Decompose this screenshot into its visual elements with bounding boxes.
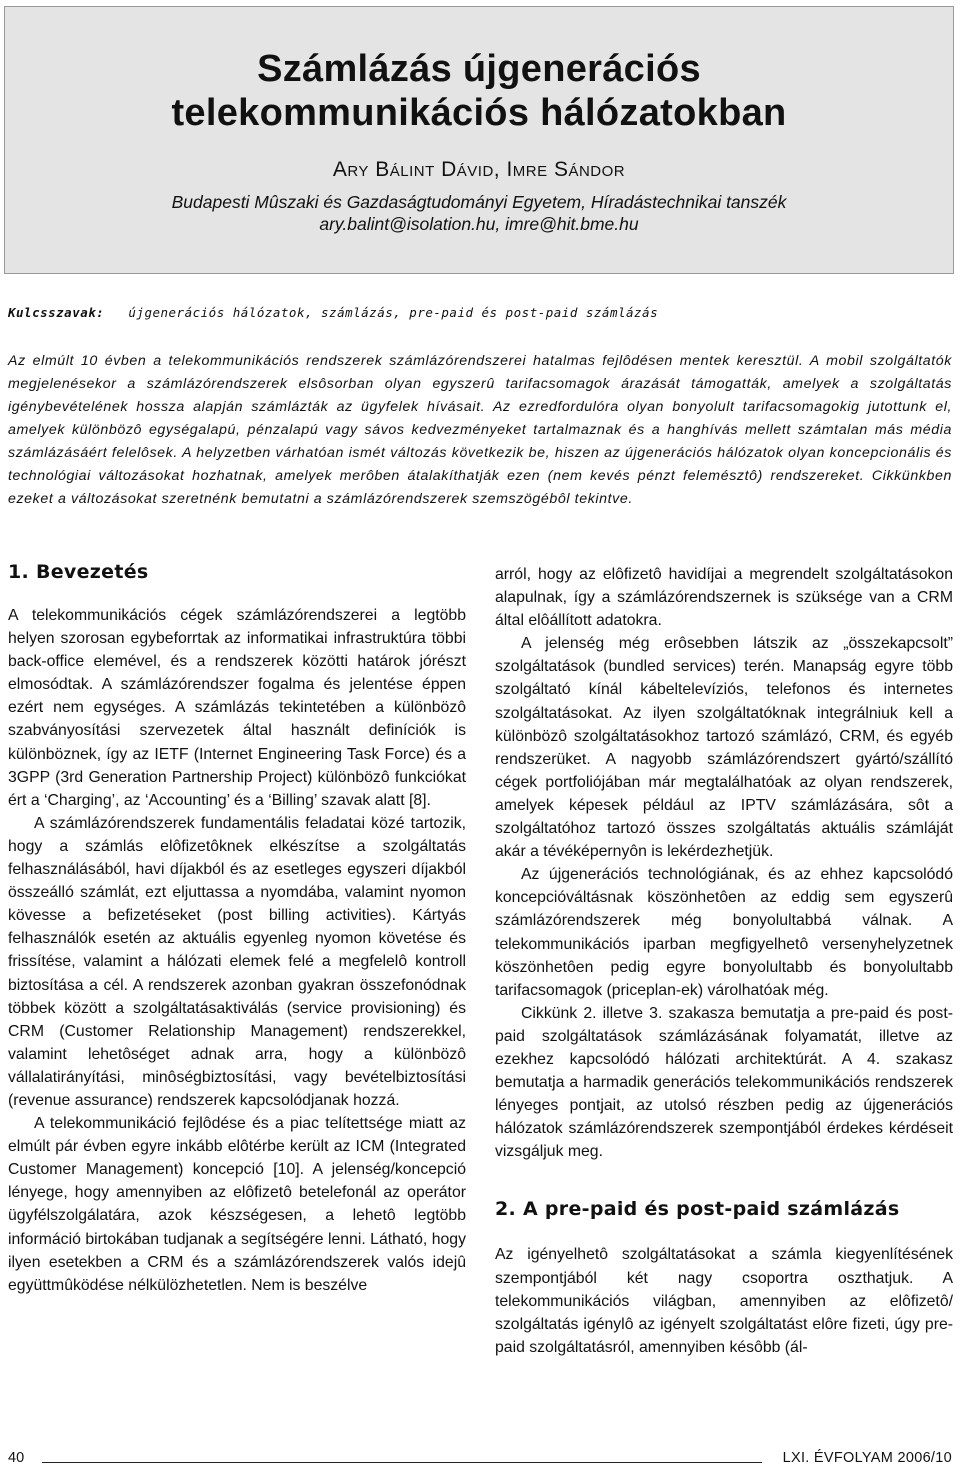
left-column: [8, 560, 466, 1297]
keywords-label: Kulcsszavak:: [8, 305, 105, 320]
paragraph: A telekommunikáció fejlôdése és a piac telítettsége miatt az elmúlt pár évben egyre inkább elôtérbe került az ICM (Integrated Customer Management) koncepció [10]. A jelenség/koncepció lényege, hogy amennyiben az elôfizetô betelefonál az operátor ügyfélszolgálatára, azok készségesen, a lehetô legtöbb információ birtokában tudjanak a segítségére lenni. Látható, hogy ilyen esetekben a CRM és a számlázórendszerek valós idejû együttmûködése nélkülözhetetlen. Nem is beszélve: [8, 1115, 466, 1294]
section-1-title: 1. Bevezetés: [8, 561, 149, 583]
paragraph: Az igényelhetô szolgáltatásokat a számla kiegyenlítésének szempontjából két nagy csoportra oszthatjuk. A telekommunikációs világban, amennyiben az elôfizetô/ szolgáltatás igénylô az igényelt szolgáltatást elôre fizeti, úgy pre-paid szolgáltatásról, amennyiben késôbb (ál-: [495, 1246, 953, 1356]
paper-title-line-2: telekommunikációs hálózatokban: [171, 92, 787, 134]
authors: Ary Bálint Dávid, Imre Sándor: [332, 158, 626, 181]
right-column: [495, 563, 953, 1359]
paragraph: A telekommunikációs cégek számlázórendszerei a legtöbb helyen szorosan egybeforrtak az informatikai infrastruktúra többi back-office elemével, és a rendszerek közötti határok jórészt elmosódtak. A számlázórendszer fogalma és jelentése éppen ezért nem egységes. A számlázás tekintetében a különbözô szabványosítási szervezetek által használt definíciók is különböznek, így az IETF (Internet Engineering Task Force) és a 3GPP (3rd Generation Partnership Project) különbözô funkciókat ért a ‘Charging’, az ‘Accounting’ és a ‘Billing’ szavak alatt [8].: [8, 607, 466, 809]
paragraph: A jelenség még erôsebben látszik az „összekapcsolt” szolgáltatások (bundled services) terén. Manapság egyre több szolgáltató kínál kábeltelevíziós, telefonos és internetes szolgáltatásokat. Az ilyen szolgáltatóknak integrálniuk kell a különbözô szolgáltatásokhoz tartozó számlázó, CRM, és egyéb rendszerüket. A nagyobb számlázórendszert gyártó/szállító cégek portfoliójában már megtalálhatóak az olyan rendszerek, amelyek képesek például az IPTV számlázására, sôt a szolgáltatóhoz tartozó összes szolgáltatás aktuális számláját akár a tévéképernyôn is lekérdezhetjük.: [495, 635, 953, 861]
keywords-text: újgenerációs hálózatok, számlázás, pre-paid és post-paid számlázás: [128, 305, 659, 320]
paragraph-continuation: arról, hogy az elôfizetô havidíjai a megrendelt szolgáltatásokon alapulnak, így a számlázórendszernek is szüksége van a CRM által elôállított adatokra.: [495, 566, 953, 630]
paragraph: Az újgenerációs technológiának, és az ehhez kapcsolódó koncepcióváltásnak köszönhetôen az eddig sem egyszerû számlázórendszerek még bonyolultabbá válnak. A telekommunikációs iparban megfigyelhetô versenyhelyzetnek köszönhetôen pedig egyre bonyolultabb és bonyolultabb tarifacsomagok (priceplan-ek) várolhatóak még.: [495, 866, 953, 999]
section-2-title: 2. A pre-paid és post-paid számlázás: [495, 1198, 900, 1221]
keywords: [8, 305, 952, 320]
journal-issue: LXI. ÉVFOLYAM 2006/10: [782, 1450, 952, 1466]
affiliation: Budapesti Mûszaki és Gazdaságtudományi Egyetem, Híradástechnikai tanszék: [171, 192, 787, 212]
author-emails: ary.balint@isolation.hu, imre@hit.bme.hu: [319, 214, 639, 234]
footer-rule: [42, 1462, 762, 1463]
page-footer: [8, 1446, 952, 1470]
paragraph: A számlázórendszerek fundamentális feladatai közé tartozik, hogy a számlás elôfizetôknek elkészítse a szolgáltatás felhasználásából, havi díjakból és az esetleges egyszeri díjakból összeálló számlát, ezt eljuttassa a nyomdába, valamint nyomon kövesse a befizetéseket (post billing activities). Kártyás felhasználók esetén az aktuális egyenleg nyomon követése és frissítése, valamint a hálózati elemek felé a megfelelô kontroll biztosítása a cél. A rendszerek azonban gyakran összefonódnak többek között a szolgáltatásaktiválás (service provisioning) és CRM (Customer Relationship Management) rendszerekkel, valamint lehetôséget adnak arra, hogy a különbözô vállalatirányítási, minôségbiztosítási, vagy bevételbiztosítási (revenue assurance) rendszerek kapcsolódjanak hozzá.: [8, 814, 466, 1109]
paper-title: [5, 47, 953, 135]
abstract: Az elmúlt 10 évben a telekommunikációs rendszerek számlázórendszerei hatalmas fejlôdésen mentek keresztül. A mobil szolgáltatók megjelenésekor a számlázórendszerek elsôsorban olyan egyszerû tarifacsomagok árazását támogatták, amelyek a szolgáltatás igénybevételének hossza alapján számlázták az ügyfelek hívásait. Az ezredfordulóra olyan bonyolult tarifacsomagokig jutottunk el, amelyek különbözô egységalapú, pénzalapú vagy sávos kedvezményeket tartalmaznak és a hanghívás mellett számtalan más média számlázásáért felelôsek. A helyzetben várhatóan ismét változás következik be, hiszen az újgenerációs hálózatok olyan koncepcionális és technológiai változásokat hozhatnak, amelyek merôben átalakíthatják ezen (nem kevés pénzt felemésztô) rendszereket. Cikkünkben ezeket a változásokat szeretnénk bemutatni a számlázórendszerek szemszögébôl tekintve.: [8, 353, 952, 507]
title-block: [4, 6, 954, 274]
paragraph: Cikkünk 2. illetve 3. szakasza bemutatja a pre-paid és post-paid szolgáltatások számlázásának folyamatát, illetve az ezekhez kapcsolódó hálózati architektúrát. A 4. szakasz bemutatja a harmadik generációs telekommunikációs rendszerek lényeges pontjait, az utolsó részben pedig az újgenerációs hálózatok számlázórendszerek szempontjából érdekes kérdéseit vizsgáljuk meg.: [495, 1004, 953, 1161]
paper-title-line-1: Számlázás újgenerációs: [257, 48, 701, 90]
page-number: 40: [8, 1450, 25, 1466]
